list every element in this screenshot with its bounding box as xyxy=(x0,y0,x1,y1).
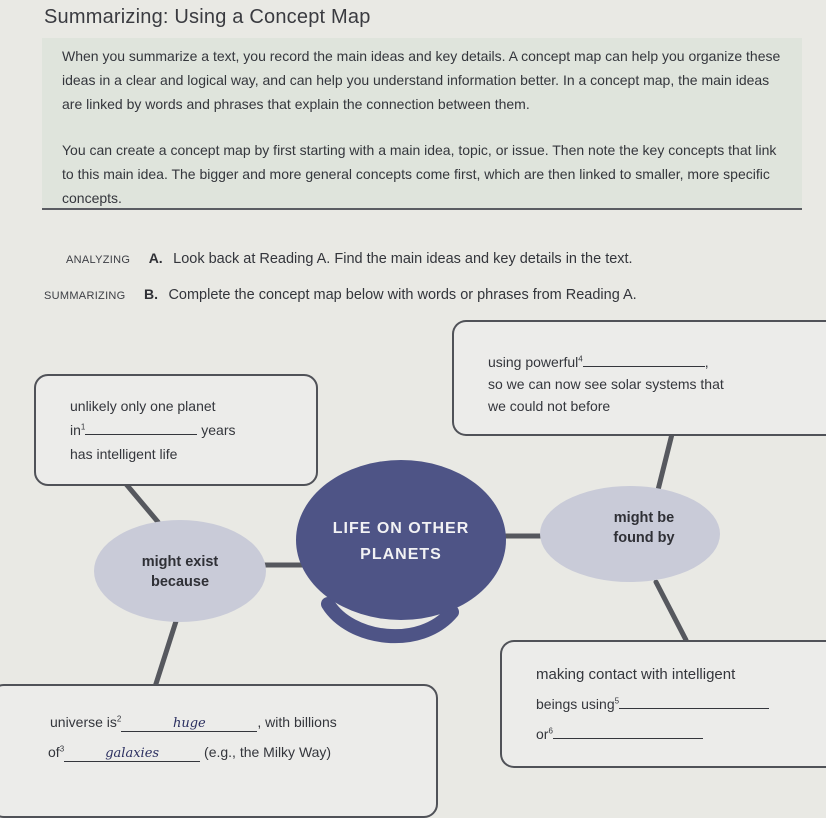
oval-might-exist xyxy=(94,520,266,622)
oval-might-be-found xyxy=(540,486,720,582)
oval-might-exist-line2: because xyxy=(150,574,210,590)
center-concept-line1: LIFE ON OTHER xyxy=(332,520,470,537)
blank-5-number: 5 xyxy=(614,696,620,706)
blank-4[interactable] xyxy=(583,366,705,367)
oval-might-exist-line1: might exist xyxy=(141,554,219,570)
concept-box-bottom-right xyxy=(500,640,826,768)
box-bottom-left-milky-way: (e.g., the Milky Way) xyxy=(204,744,332,760)
box-top-right-line1-text: using powerful xyxy=(488,354,579,370)
box-top-right-line3: we could not before xyxy=(488,398,611,414)
concept-box-top-left xyxy=(34,374,318,486)
exercise-a-text: Look back at Reading A. Find the main ideas and key details in the text. xyxy=(173,251,633,267)
box-top-right-comma: , xyxy=(704,354,709,370)
concept-box-top-right xyxy=(452,320,826,436)
oval-might-be-found-line2: found by xyxy=(613,530,675,546)
blank-4-number: 4 xyxy=(578,354,583,364)
box-top-left-years: years xyxy=(201,422,236,438)
exercise-b-skill: SUMMARIZING xyxy=(44,290,126,302)
exercise-b-text: Complete the concept map below with words or phrases from Reading A. xyxy=(168,287,637,303)
page-title: Summarizing: Using a Concept Map xyxy=(44,6,371,28)
connector-right-to-bottomright xyxy=(656,582,686,640)
box-top-right-line2: so we can now see solar systems that xyxy=(488,376,724,392)
blank-3-handwritten-answer: galaxies xyxy=(105,746,160,761)
concept-box-bottom-left xyxy=(0,684,438,818)
intro-paragraph-2: You can create a concept map by first starting with a main idea, topic, or issue. Then note the key concepts that link to this main idea. The bigger and more general concepts come first, which are then linked to smaller, more specific concepts. xyxy=(62,142,777,206)
box-top-left-in: in xyxy=(70,422,81,438)
blank-5[interactable] xyxy=(619,708,769,709)
blank-6[interactable] xyxy=(553,738,703,739)
exercise-a-skill: ANALYZING xyxy=(66,254,131,266)
box-bottom-right-or: or xyxy=(536,726,549,742)
connector-left-to-bottomleft xyxy=(154,615,178,690)
connector-right-to-topright xyxy=(658,434,672,490)
box-bottom-left-universe: universe is xyxy=(50,714,117,730)
blank-6-number: 6 xyxy=(548,726,553,736)
center-concept-oval xyxy=(296,460,506,620)
box-bottom-right-line1: making contact with intelligent xyxy=(536,666,736,683)
blank-2-number: 2 xyxy=(116,714,122,724)
box-bottom-left-billions: , with billions xyxy=(257,714,337,730)
exercise-b-letter: B. xyxy=(143,286,158,302)
center-concept-line2: PLANETS xyxy=(360,546,442,563)
connector-topleft-to-left xyxy=(126,484,158,522)
box-bottom-right-beings: beings using xyxy=(536,696,615,712)
intro-paragraph-1: When you summarize a text, you record the main ideas and key details. A concept map can help you organize these ideas in a clear and logical way, and can help you understand information better. In a concept map, the main ideas are linked by words and phrases that explain the connection between them. xyxy=(62,48,781,112)
box-top-left-line3: has intelligent life xyxy=(70,446,178,462)
blank-3-number: 3 xyxy=(59,744,65,754)
blank-3[interactable] xyxy=(64,744,200,762)
box-top-left-line1: unlikely only one planet xyxy=(70,398,216,414)
blank-2-handwritten-answer: huge xyxy=(172,716,206,731)
oval-might-be-found-line1: might be xyxy=(613,510,675,526)
exercise-a-letter: A. xyxy=(148,250,163,266)
blank-1-number: 1 xyxy=(80,422,86,432)
blank-2[interactable] xyxy=(121,714,257,732)
box-bottom-left-of: of xyxy=(48,744,60,760)
blank-1[interactable] xyxy=(85,434,197,435)
